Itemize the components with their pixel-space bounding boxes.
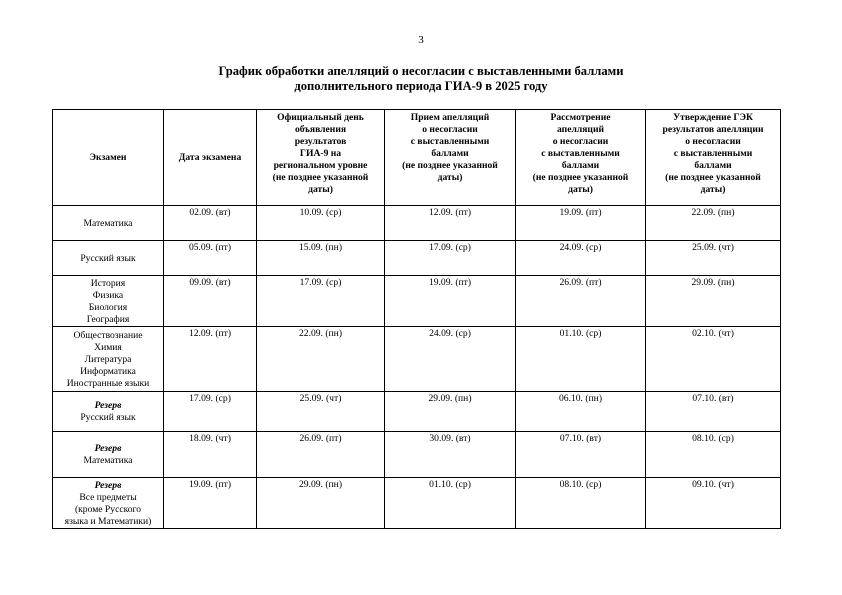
header-line: баллами — [431, 148, 469, 159]
header-line: апелляций — [557, 124, 604, 135]
appeal-receipt-cell: 01.10. (ср) — [385, 478, 516, 529]
header-appeal-review — [516, 110, 646, 206]
header-line: с выставленными — [410, 136, 490, 147]
header-line: Утверждение ГЭК — [673, 112, 753, 123]
exam-cell — [53, 327, 164, 392]
exam-date-cell: 17.09. (ср) — [164, 392, 257, 432]
results-day-cell: 15.09. (пн) — [257, 241, 385, 276]
gek-approval-cell: 02.10. (чт) — [646, 327, 781, 392]
gek-approval-cell: 29.09. (пн) — [646, 276, 781, 327]
subject-name: Русский язык — [80, 252, 136, 264]
subject-name: Русский язык — [80, 412, 136, 423]
appeal-receipt-cell: 29.09. (пн) — [385, 392, 516, 432]
exam-date-cell: 19.09. (пт) — [164, 478, 257, 529]
appeal-review-cell: 07.10. (вт) — [516, 432, 646, 478]
header-line: с выставленными — [541, 148, 620, 159]
exam-date-cell: 18.09. (чт) — [164, 432, 257, 478]
header-line: о несогласии — [685, 136, 741, 147]
subject-name: Математика — [83, 217, 133, 229]
results-day-cell: 26.09. (пт) — [257, 432, 385, 478]
gek-approval-cell: 25.09. (чт) — [646, 241, 781, 276]
header-line: объявления — [294, 124, 347, 135]
exam-cell — [53, 206, 164, 241]
table-row — [53, 478, 781, 529]
subject-name: География — [86, 313, 130, 325]
header-line: (не позднее указанной — [665, 172, 761, 183]
appeal-review-cell: 19.09. (пт) — [516, 206, 646, 241]
header-gek-approval — [646, 110, 781, 206]
exam-cell — [53, 432, 164, 478]
title-line-1: График обработки апелляций о несогласии с выставленными баллами — [218, 64, 624, 78]
header-line: с выставленными — [673, 148, 753, 159]
results-day-cell: 29.09. (пн) — [257, 478, 385, 529]
results-day-cell: 25.09. (чт) — [257, 392, 385, 432]
header-line: баллами — [694, 160, 732, 171]
exam-date-cell: 09.09. (вт) — [164, 276, 257, 327]
gek-approval-cell: 22.09. (пн) — [646, 206, 781, 241]
table-body — [53, 206, 781, 529]
table-row — [53, 327, 781, 392]
header-line: баллами — [561, 160, 600, 171]
reserve-label: Резерв — [94, 479, 122, 491]
header-line: (не позднее указанной — [532, 172, 629, 183]
table-row — [53, 392, 781, 432]
exam-date-cell: 12.09. (пт) — [164, 327, 257, 392]
subject-name: Литература — [84, 353, 132, 365]
gek-approval-cell: 07.10. (вт) — [646, 392, 781, 432]
subject-name: История — [90, 277, 126, 289]
header-line: даты) — [437, 172, 463, 183]
appeal-review-cell: 26.09. (пт) — [516, 276, 646, 327]
results-day-cell: 10.09. (ср) — [257, 206, 385, 241]
exam-cell — [53, 276, 164, 327]
header-results-day — [257, 110, 385, 206]
header-line: даты) — [700, 184, 726, 195]
exam-date-cell: 02.09. (вт) — [164, 206, 257, 241]
appeal-receipt-cell: 24.09. (ср) — [385, 327, 516, 392]
reserve-label: Резерв — [94, 400, 122, 411]
table-row — [53, 276, 781, 327]
appeal-receipt-cell: 30.09. (вт) — [385, 432, 516, 478]
subject-name: Химия — [94, 341, 122, 353]
appeals-schedule-table — [52, 109, 781, 529]
header-line: региональном уровне — [273, 160, 368, 171]
subject-name: Информатика — [80, 365, 136, 377]
exam-cell — [53, 241, 164, 276]
header-line: о несогласии — [552, 136, 609, 147]
header-line: о несогласии — [422, 124, 478, 135]
header-line: Рассмотрение — [550, 112, 611, 123]
appeal-receipt-cell: 17.09. (ср) — [385, 241, 516, 276]
results-day-cell: 17.09. (ср) — [257, 276, 385, 327]
exam-cell — [53, 392, 164, 432]
appeal-review-cell: 06.10. (пн) — [516, 392, 646, 432]
header-line: ГИА-9 на — [299, 148, 342, 159]
subject-name: Обществознание — [73, 329, 143, 341]
reserve-label: Резерв — [94, 443, 122, 454]
page-number: 3 — [418, 34, 424, 46]
title-line-2: дополнительного периода ГИА-9 в 2025 году — [294, 79, 548, 93]
header-line: результатов апелляции — [662, 124, 764, 135]
table-row — [53, 241, 781, 276]
subject-name: Физика — [92, 289, 124, 301]
results-day-cell: 22.09. (пн) — [257, 327, 385, 392]
subject-name: Биология — [88, 301, 128, 313]
gek-approval-cell: 09.10. (чт) — [646, 478, 781, 529]
subject-name: Иностранные языки — [66, 377, 150, 389]
header-line: (не позднее указанной — [402, 160, 498, 171]
subject-name: Математика — [83, 455, 133, 466]
exam-date-cell: 05.09. (пт) — [164, 241, 257, 276]
header-line: Прием апелляций — [410, 112, 490, 123]
table-row — [53, 432, 781, 478]
gek-approval-cell: 08.10. (ср) — [646, 432, 781, 478]
table-row — [53, 206, 781, 241]
header-line: Официальный день — [277, 112, 364, 123]
appeal-review-cell: 24.09. (ср) — [516, 241, 646, 276]
table-header-row — [53, 110, 781, 206]
document-title — [0, 64, 842, 94]
subject-name: (кроме Русского — [74, 503, 142, 515]
header-exam-date: Дата экзамена — [164, 110, 257, 206]
subject-name: Все предметы — [79, 491, 137, 503]
header-line: даты) — [568, 184, 593, 195]
subject-name: языка и Математики) — [64, 515, 152, 527]
exam-cell — [53, 478, 164, 529]
header-line: результатов — [294, 136, 347, 147]
header-line: даты) — [308, 184, 333, 195]
appeal-receipt-cell: 12.09. (пт) — [385, 206, 516, 241]
appeal-review-cell: 01.10. (ср) — [516, 327, 646, 392]
header-appeal-receipt — [385, 110, 516, 206]
appeal-receipt-cell: 19.09. (пт) — [385, 276, 516, 327]
appeal-review-cell: 08.10. (ср) — [516, 478, 646, 529]
header-exam: Экзамен — [53, 110, 164, 206]
header-line: (не позднее указанной — [272, 172, 369, 183]
